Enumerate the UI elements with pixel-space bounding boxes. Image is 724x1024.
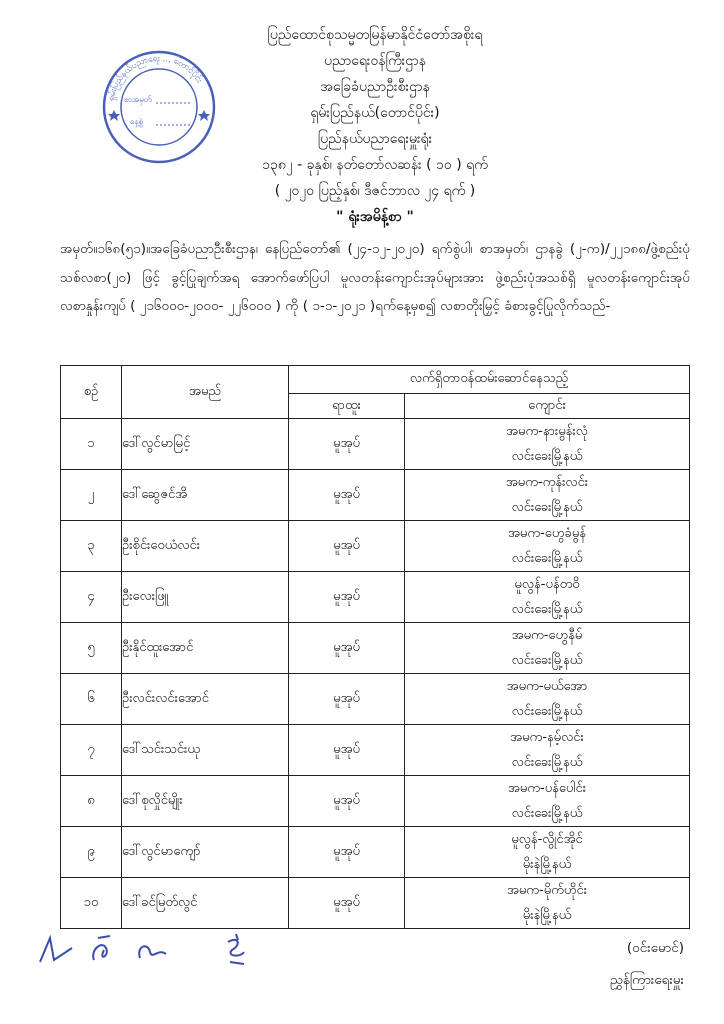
table-row	[61, 878, 690, 929]
row-no: ၂	[61, 470, 122, 521]
seal-line-1: စာအမှတ်	[124, 95, 152, 104]
row-school-township: လင်းခေးမြို့နယ်	[511, 806, 583, 821]
row-no: ၃	[61, 521, 122, 572]
document-header	[200, 22, 550, 230]
signer-block	[524, 932, 684, 996]
headmaster-table	[60, 365, 690, 929]
row-name: ဒေါ်စုလှိုင်မျိုး	[122, 776, 289, 827]
row-school	[405, 776, 690, 827]
row-school-name: အမက-ဟွေနီမ်	[511, 628, 583, 643]
row-rank: မူအုပ်	[289, 827, 405, 878]
header-government-line: ပြည်ထောင်စုသမ္မတမြန်မာနိုင်ငံတော်အစိုးရ	[267, 27, 483, 43]
row-no: ၆	[61, 674, 122, 725]
row-school	[405, 878, 690, 929]
row-no: ၈	[61, 776, 122, 827]
row-name: ဦးလေးဖြူ	[122, 572, 289, 623]
row-rank: မူအုပ်	[289, 419, 405, 470]
seal-ring-text: ရှမ်းပြည်နယ်ပညာရေး ... တောင်ပိုင်း	[106, 53, 205, 102]
header-gregorian-date: ( ၂၀၂၀ ပြည့်နှစ်၊ ဒီဇင်ဘာလ ၂၄ ရက် )	[274, 183, 476, 199]
row-school	[405, 419, 690, 470]
col-header-name: အမည်	[122, 366, 289, 419]
row-school	[405, 725, 690, 776]
row-rank: မူအုပ်	[289, 725, 405, 776]
row-school-township: လင်းခေးမြို့နယ်	[511, 500, 583, 515]
row-no: ၁	[61, 419, 122, 470]
row-school-name: အမက-မယ်အော	[506, 679, 588, 694]
table-row	[61, 776, 690, 827]
col-header-current-duty: လက်ရှိတာဝန်ထမ်းဆောင်နေသည့်	[289, 366, 690, 394]
row-name: ဦးနိုင်ထူးအောင်	[122, 623, 289, 674]
row-name: ဒေါ်ခင်မြတ်လွင်	[122, 878, 289, 929]
row-school	[405, 572, 690, 623]
seal-star-icon	[108, 110, 120, 121]
row-school-township: လင်းခေးမြို့နယ်	[511, 551, 583, 566]
row-school-township: လင်းခေးမြို့နယ်	[511, 602, 583, 617]
row-no: ၄	[61, 572, 122, 623]
row-school-name: မူလွန်-ပန်တဝိ	[514, 577, 580, 592]
row-school-township: လင်းခေးမြို့နယ်	[511, 704, 583, 719]
handwritten-signatures	[32, 930, 262, 970]
row-school-township: လင်းခေးမြို့နယ်	[511, 653, 583, 668]
row-rank: မူအုပ်	[289, 776, 405, 827]
table-row	[61, 572, 690, 623]
col-header-rank: ရာထူး	[289, 394, 405, 419]
header-region-line: ရှမ်းပြည်နယ်(တောင်ပိုင်း)	[310, 105, 440, 121]
seal-line-2: နေ့စွဲ	[130, 117, 143, 126]
order-body-paragraph: အမှတ်။၁၆၈(၅၁)။အခြေခံပညာဦးစီးဌာန၊ နေပြည်တော်၏ (၂၄-၁၂-၂၀၂၀) ရက်စွဲပါ၊ စာအမှတ်၊ ဌာနခွဲ (၂-က)/၂၂၁၈၈/ဖွဲ့စည်းပုံသစ်လစာ(၂၀) ဖြင့် ခွင့်ပြုချက်အရ အောက်ဖော်ပြပါ မူလတန်းကျောင်းအုပ်များအား ဖွဲ့စည်းပုံအသစ်ရှိ မူလတန်းကျောင်းအုပ် လစာနှုန်းကျပ် ( ၂၁၆၀၀၀-၂၀၀၀- ၂၂၆၀၀၀ ) ကို ( ၁-၁-၂၀၂၁ )ရက်နေ့မှစ၍ လစာတိုးမြှင့် ခံစားခွင့်ပြုလိုက်သည်-	[60, 241, 690, 314]
row-school-name: မူလွန်-လွိုင်အိုင်	[511, 832, 583, 847]
row-name: ဦးလင်းလင်းအောင်	[122, 674, 289, 725]
table-row	[61, 827, 690, 878]
row-school-township: လင်းခေးမြို့နယ်	[511, 449, 583, 464]
header-myanmar-date: ၁၃၈၂ - ခုနှစ်၊ နတ်တော်လဆန်း ( ၁၀ ) ရက်	[262, 157, 488, 173]
col-header-no: စဉ်	[61, 366, 122, 419]
row-rank: မူအုပ်	[289, 623, 405, 674]
row-no: ၁၀	[61, 878, 122, 929]
row-school-name: အမက-ကုန်းလင်း	[505, 475, 589, 490]
row-school-name: အမက-ဟွေခံမွန်	[507, 526, 587, 541]
row-school	[405, 674, 690, 725]
row-name: ဦးစိုင်းဝေယံလင်း	[122, 521, 289, 572]
table-row	[61, 674, 690, 725]
row-rank: မူအုပ်	[289, 572, 405, 623]
row-rank: မူအုပ်	[289, 470, 405, 521]
row-school-name: အမက-နမ့်လင်း	[510, 730, 584, 745]
table-row	[61, 521, 690, 572]
row-rank: မူအုပ်	[289, 521, 405, 572]
row-name: ဒေါ်လွင်မာမြင့်	[122, 419, 289, 470]
row-school	[405, 521, 690, 572]
row-school	[405, 827, 690, 878]
row-name: ဒေါ်လွင်မာကျော်	[122, 827, 289, 878]
row-school-township: မိုးနဲမြို့နယ်	[522, 857, 572, 872]
row-rank: မူအုပ်	[289, 878, 405, 929]
header-office-line: ပြည်နယ်ပညာရေးမှူးရုံး	[317, 131, 433, 147]
row-no: ၉	[61, 827, 122, 878]
row-school-name: အမက-မိုက်ဟိုင်း	[506, 883, 588, 898]
row-school-name: အမက-နားမွန်းလုံ	[506, 424, 588, 439]
row-rank: မူအုပ်	[289, 674, 405, 725]
row-school-township: မိုးနဲမြို့နယ်	[522, 908, 572, 923]
signer-name: (ဝင်းမောင်)	[626, 940, 684, 956]
header-department-line: အခြေခံပညာဦးစီးဌာန	[320, 79, 430, 95]
table-row	[61, 470, 690, 521]
signer-title: ညွှန်ကြားရေးမှူး	[609, 972, 684, 988]
header-ministry-line: ပညာရေးဝန်ကြီးဌာန	[324, 53, 426, 69]
row-no: ၅	[61, 623, 122, 674]
row-school	[405, 623, 690, 674]
table-row	[61, 725, 690, 776]
row-no: ၇	[61, 725, 122, 776]
row-school	[405, 470, 690, 521]
table-row	[61, 623, 690, 674]
header-order-title: " ရုံးအမိန့်စာ "	[336, 209, 414, 225]
row-school-township: လင်းခေးမြို့နယ်	[511, 755, 583, 770]
table-row	[61, 419, 690, 470]
row-school-name: အမက-ပန်ပေါင်း	[507, 781, 587, 796]
row-name: ဒေါ်သင်းသင်းယု	[122, 725, 289, 776]
col-header-school: ကျောင်း	[405, 394, 690, 419]
row-name: ဒေါ်ဆွေဇင်အိ	[122, 470, 289, 521]
